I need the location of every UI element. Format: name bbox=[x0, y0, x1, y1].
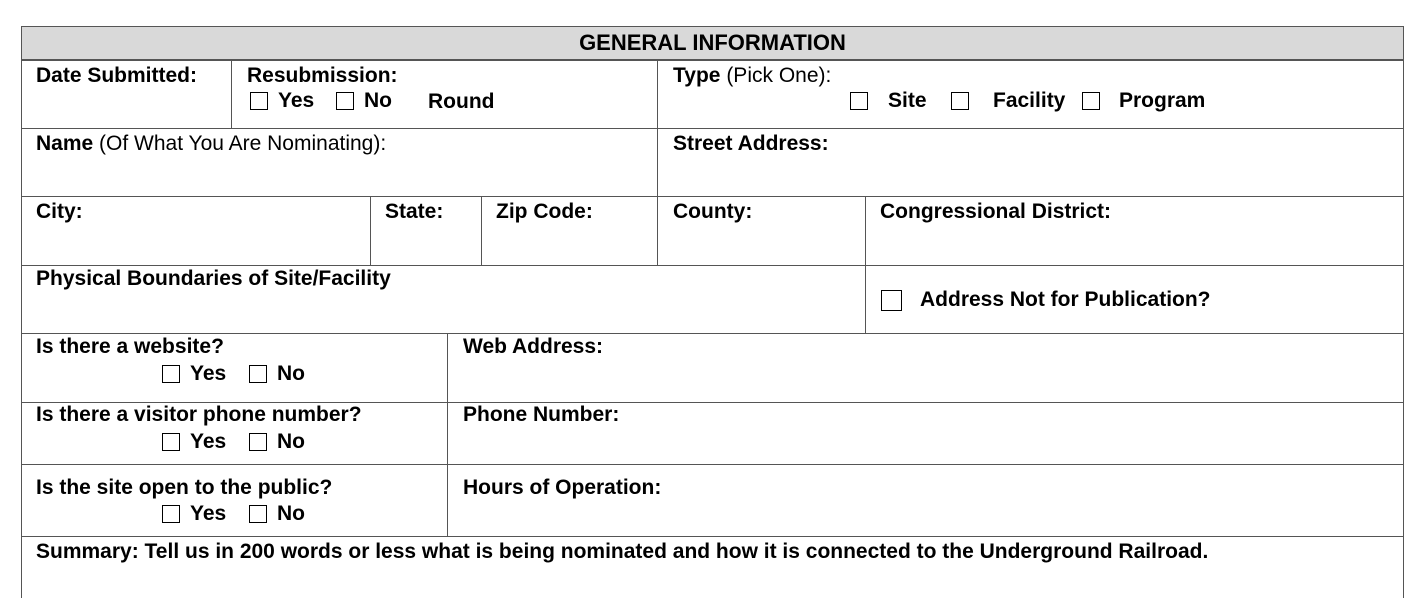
phone-yes-checkbox[interactable] bbox=[162, 433, 180, 451]
type-site-label: Site bbox=[888, 89, 927, 112]
type-facility-label: Facility bbox=[993, 89, 1066, 112]
hours-of-operation-label: Hours of Operation: bbox=[463, 476, 662, 499]
website-no-label: No bbox=[277, 362, 305, 385]
county-cell[interactable] bbox=[657, 196, 866, 266]
county-label: County: bbox=[673, 200, 753, 223]
congressional-district-label: Congressional District: bbox=[880, 200, 1112, 223]
website-yes-label: Yes bbox=[190, 362, 227, 385]
state-label: State: bbox=[385, 200, 444, 223]
type-facility-option bbox=[951, 89, 1065, 113]
physical-boundaries-label: Physical Boundaries of Site/Facility bbox=[36, 267, 391, 290]
resubmission-label: Resubmission: bbox=[247, 64, 398, 87]
street-address-cell[interactable] bbox=[657, 128, 1404, 197]
website-no-option bbox=[249, 362, 305, 386]
resubmission-no-label: No bbox=[364, 89, 392, 112]
type-site-option bbox=[850, 89, 927, 113]
zip-code-cell[interactable] bbox=[481, 196, 658, 266]
open-question-cell bbox=[21, 464, 448, 537]
phone-number-label: Phone Number: bbox=[463, 403, 620, 426]
general-information-form bbox=[21, 26, 1404, 596]
name-cell[interactable] bbox=[21, 128, 658, 197]
hours-of-operation-cell[interactable] bbox=[447, 464, 1404, 537]
type-program-label: Program bbox=[1119, 89, 1206, 112]
type-site-checkbox[interactable] bbox=[850, 92, 868, 110]
website-question-label: Is there a website? bbox=[36, 335, 224, 358]
name-hint: (Of What You Are Nominating): bbox=[99, 132, 387, 155]
type-program-checkbox[interactable] bbox=[1082, 92, 1100, 110]
phone-yes-option bbox=[162, 430, 226, 454]
section-header bbox=[21, 26, 1404, 60]
open-yes-label: Yes bbox=[190, 502, 227, 525]
section-title: GENERAL INFORMATION bbox=[579, 30, 846, 55]
website-yes-checkbox[interactable] bbox=[162, 365, 180, 383]
resubmission-yes-option bbox=[250, 89, 314, 113]
website-question-cell bbox=[21, 333, 448, 403]
phone-no-option bbox=[249, 430, 305, 454]
type-label: Type (Pick One): bbox=[673, 64, 832, 87]
open-yes-checkbox[interactable] bbox=[162, 505, 180, 523]
state-cell[interactable] bbox=[370, 196, 482, 266]
city-label: City: bbox=[36, 200, 83, 223]
web-address-cell[interactable] bbox=[447, 333, 1404, 403]
resubmission-cell bbox=[231, 60, 658, 129]
resubmission-yes-label: Yes bbox=[278, 89, 315, 112]
name-label: Name (Of What You Are Nominating): bbox=[36, 132, 387, 155]
phone-question-cell bbox=[21, 402, 448, 465]
phone-yes-label: Yes bbox=[190, 430, 227, 453]
website-no-checkbox[interactable] bbox=[249, 365, 267, 383]
street-address-label: Street Address: bbox=[673, 132, 829, 155]
open-no-checkbox[interactable] bbox=[249, 505, 267, 523]
type-facility-checkbox[interactable] bbox=[951, 92, 969, 110]
open-question-label: Is the site open to the public? bbox=[36, 476, 333, 499]
address-not-for-publication-label: Address Not for Publication? bbox=[920, 288, 1211, 311]
address-not-for-publication-option bbox=[881, 288, 1211, 312]
date-submitted-label: Date Submitted: bbox=[36, 64, 198, 87]
physical-boundaries-cell[interactable] bbox=[21, 265, 866, 334]
phone-question-label: Is there a visitor phone number? bbox=[36, 403, 362, 426]
open-yes-option bbox=[162, 502, 226, 526]
resubmission-no-checkbox[interactable] bbox=[336, 92, 354, 110]
open-no-option bbox=[249, 502, 305, 526]
phone-no-checkbox[interactable] bbox=[249, 433, 267, 451]
resubmission-yes-checkbox[interactable] bbox=[250, 92, 268, 110]
resubmission-round-label: Round bbox=[428, 90, 495, 113]
date-submitted-cell[interactable] bbox=[21, 60, 232, 129]
type-program-option bbox=[1082, 89, 1205, 113]
address-publication-cell bbox=[865, 265, 1404, 334]
type-cell bbox=[657, 60, 1404, 129]
summary-label: Summary: Tell us in 200 words or less what is being nominated and how it is connected to the Underground Railroad. bbox=[36, 540, 1209, 563]
address-not-for-publication-checkbox[interactable] bbox=[881, 290, 902, 311]
resubmission-no-option bbox=[336, 89, 392, 113]
type-hint: (Pick One): bbox=[726, 64, 832, 87]
city-cell[interactable] bbox=[21, 196, 371, 266]
website-yes-option bbox=[162, 362, 226, 386]
phone-no-label: No bbox=[277, 430, 305, 453]
congressional-district-cell[interactable] bbox=[865, 196, 1404, 266]
web-address-label: Web Address: bbox=[463, 335, 604, 358]
zip-code-label: Zip Code: bbox=[496, 200, 593, 223]
phone-number-cell[interactable] bbox=[447, 402, 1404, 465]
open-no-label: No bbox=[277, 502, 305, 525]
summary-cell[interactable] bbox=[21, 536, 1404, 598]
